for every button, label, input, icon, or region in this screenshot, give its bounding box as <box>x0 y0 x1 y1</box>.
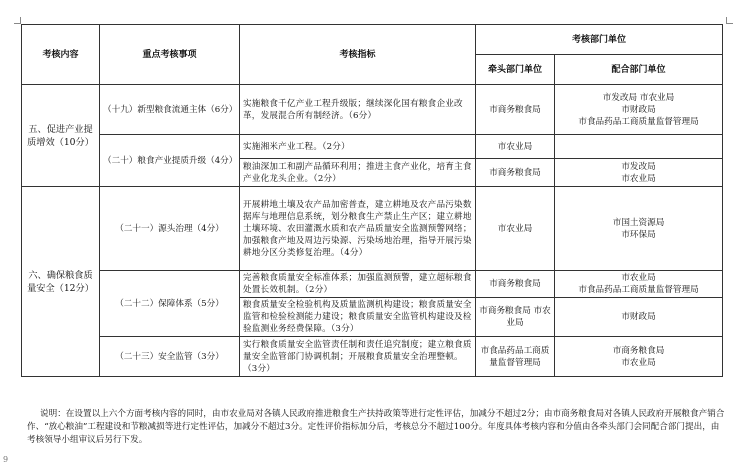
category-cell: 五、促进产业提质增效（10分） <box>22 85 100 187</box>
coop-dept-line: 市食品药品工商质量监督管理局 <box>578 116 699 127</box>
crop-mark <box>726 17 733 24</box>
header-lead-dept: 牵头部门单位 <box>476 55 555 85</box>
key-item-cell: （十九）新型粮食流通主体（6分） <box>100 85 240 135</box>
indicator-cell: 实施粮食千亿产业工程升级版；继续深化国有粮食企业改革，发展混合所有制经济。（6分） <box>240 85 476 135</box>
lead-dept-cell: 市商务粮食局 <box>476 85 555 135</box>
header-coop-dept: 配合部门单位 <box>555 55 723 85</box>
coop-dept-cell <box>555 159 723 187</box>
page-number: 9 <box>3 455 9 464</box>
key-item-cell: （二十三）安全监管（3分） <box>100 337 240 377</box>
lead-dept-cell: 市农业局 <box>476 135 555 159</box>
coop-dept-line: 市商务粮食局 <box>612 345 665 356</box>
lead-dept-cell: 市商务粮食局 市农业局 <box>476 298 555 337</box>
coop-dept-cell <box>555 135 723 159</box>
coop-dept-line: 市环保局 <box>621 229 656 240</box>
assessment-table <box>21 24 723 377</box>
header-key-item: 重点考核事项 <box>100 25 240 85</box>
coop-dept-cell <box>555 271 723 298</box>
indicator-cell: 实施湘米产业工程。（2分） <box>240 135 476 159</box>
indicator-cell: 完善粮食质量安全标准体系；加强监测预警，建立超标粮食处置长效机制。（2分） <box>240 271 476 298</box>
coop-dept-line: 市财政局 <box>621 312 656 322</box>
coop-dept-line: 市发改局 市农业局 <box>602 92 675 103</box>
table-note: 说明：在设置以上六个方面考核内容的同时，由市农业局对各镇人民政府推进粮食生产扶持政策等进行定性评估，加减分不超过2分；由市商务粮食局对各镇人民政府开展粮食产销合作、“放心粮油”工程建设和节粮减损等进行定性评估，加减分不超过3分。定性评价指标加分后，考核总分不超过100分。年度具体考核内容和分值由各牵头部门会同配合部门提出，由考核领导小组审议后另行下发。 <box>27 409 725 445</box>
coop-dept-line: 市发改局 <box>621 161 656 172</box>
key-item-cell: （二十一）源头治理（4分） <box>100 187 240 271</box>
lead-dept-cell: 市商务粮食局 <box>476 271 555 298</box>
coop-dept-cell <box>555 85 723 135</box>
coop-dept-cell <box>555 187 723 271</box>
coop-dept-cell <box>555 337 723 377</box>
indicator-cell: 开展耕地土壤及农产品加密普查，建立耕地及农产品污染数据库与地理信息系统，划分粮食生产禁止生产区；建立耕地土壤环境、农田灌溉水质和农产品质量安全监测预警网络；加强粮食产地及周边污染源、污染场地治理，指导开展污染耕地分区分类修复治理。（4分） <box>240 187 476 271</box>
coop-dept-line: 市财政局 <box>621 104 656 115</box>
coop-dept-line: 市国土资源局 <box>612 217 665 228</box>
indicator-cell: 粮食质量安全检验机构及质量监测机构建设；粮食质量安全监管和检验检测能力建设；粮食质量安全监管机构建设及检验监测业务经费保障。（3分） <box>240 298 476 337</box>
header-content: 考核内容 <box>22 25 100 85</box>
coop-dept-cell <box>555 298 723 337</box>
crop-mark <box>14 17 21 24</box>
lead-dept-cell: 市食品药品工商质量监督管理局 <box>476 337 555 377</box>
category-cell: 六、确保粮食质量安全（12分） <box>22 187 100 377</box>
coop-dept-line: 市食品药品工商质量监督管理局 <box>578 285 699 295</box>
lead-dept-cell: 市农业局 <box>476 187 555 271</box>
indicator-cell: 粮油深加工和副产品循环利用；推进主食产业化，培育主食产业化龙头企业。（2分） <box>240 159 476 187</box>
coop-dept-line: 市农业局 <box>621 173 656 184</box>
coop-dept-line: 市农业局 <box>621 357 656 368</box>
header-dept-group: 考核部门单位 <box>476 25 723 55</box>
indicator-cell: 实行粮食质量安全监管责任制和责任追究制度；建立粮食质量安全监管部门协调机制；开展粮食质量安全治理整顿。（3分） <box>240 337 476 377</box>
lead-dept-cell: 市商务粮食局 <box>476 159 555 187</box>
coop-dept-line: 市农业局 <box>621 273 656 283</box>
header-indicator: 考核指标 <box>240 25 476 85</box>
key-item-cell: （二十二）保障体系（5分） <box>100 271 240 337</box>
key-item-cell: （二十）粮食产业提质升级（4分） <box>100 135 240 187</box>
